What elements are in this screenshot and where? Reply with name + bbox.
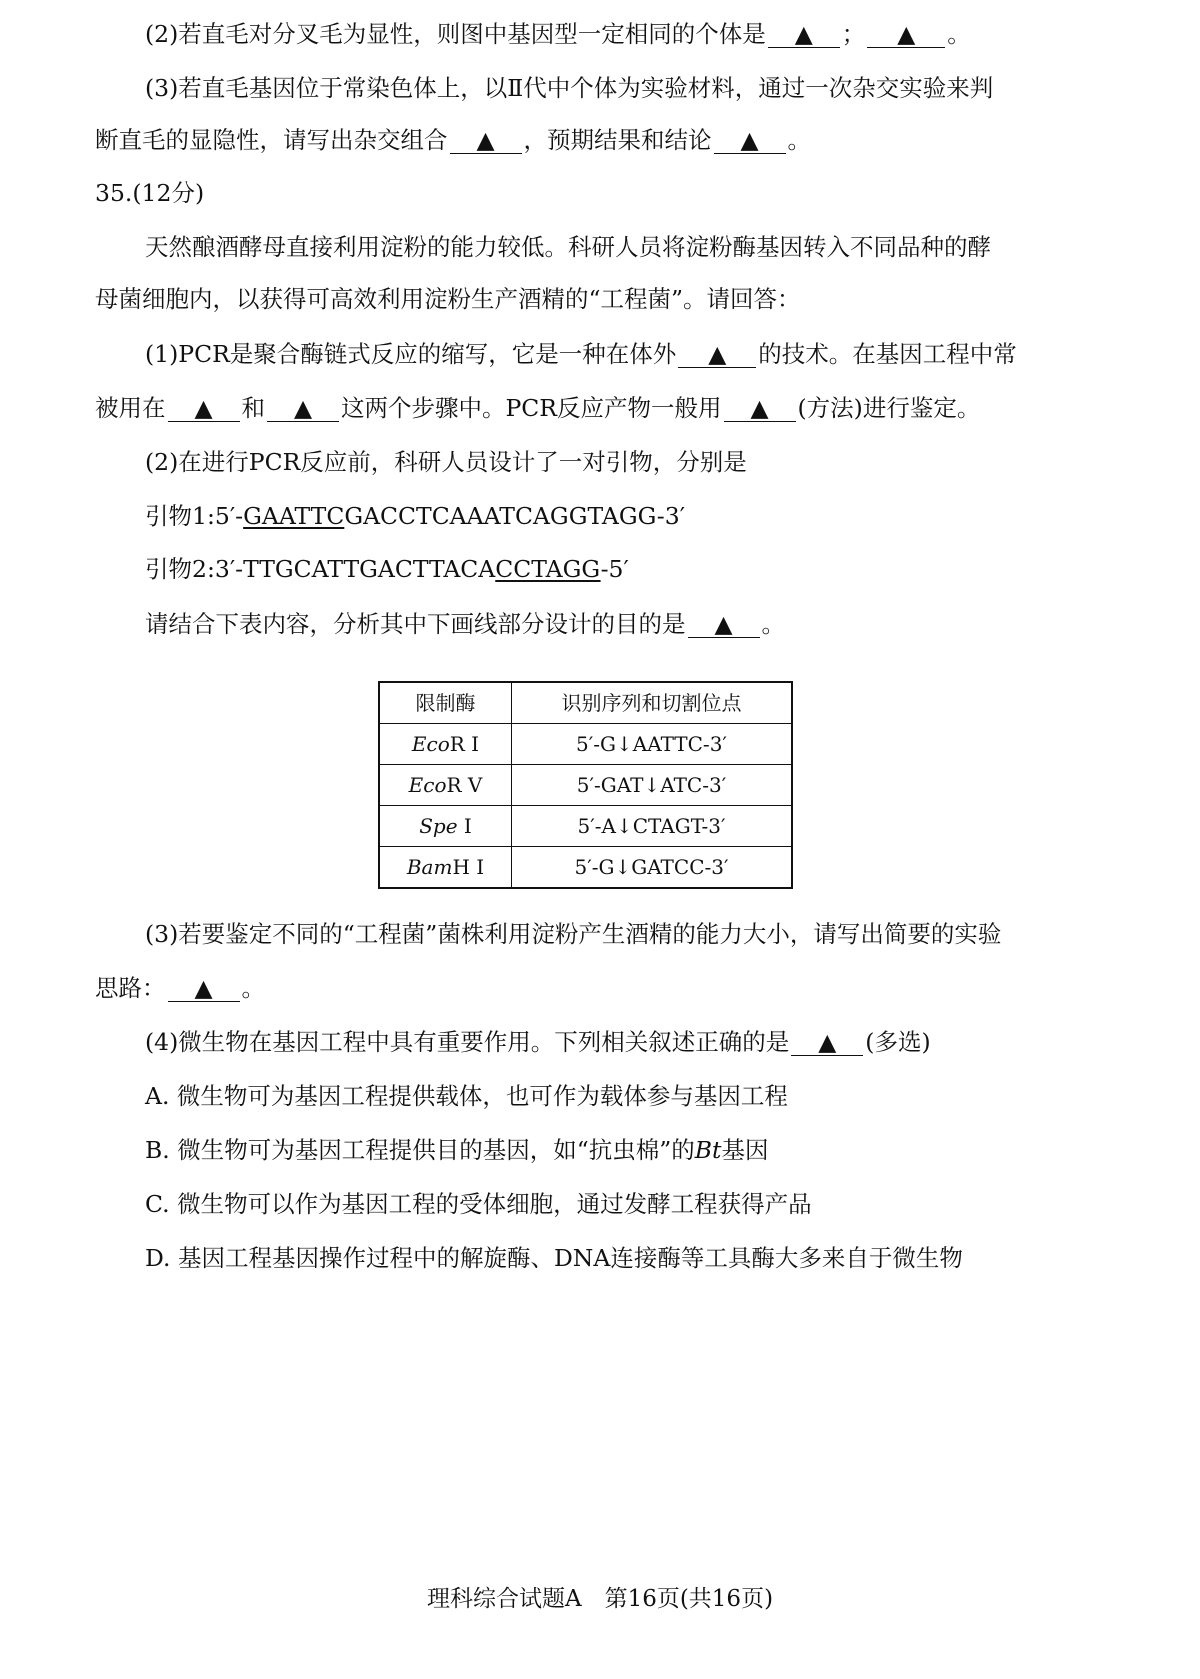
answer-blank[interactable]: ▲ bbox=[867, 21, 945, 48]
option-d[interactable]: D. 基因工程基因操作过程中的解旋酶、DNA连接酶等工具酶大多来自于微生物 bbox=[145, 1244, 963, 1272]
table-header-row bbox=[379, 682, 792, 724]
answer-blank[interactable]: ▲ bbox=[714, 127, 786, 154]
option-b[interactable]: B. 微生物可为基因工程提供目的基因，如“抗虫棉”的Bt基因 bbox=[145, 1136, 769, 1164]
page-footer: 理科综合试题A 第16页(共16页) bbox=[426, 1586, 774, 1612]
q34-part2: (2)若直毛对分叉毛为显性，则图中基因型一定相同的个体是 ▲ ； ▲ 。 bbox=[145, 20, 971, 48]
q35-part4: (4)微生物在基因工程中具有重要作用。下列相关叙述正确的是 ▲ (多选) bbox=[145, 1028, 931, 1056]
answer-blank[interactable]: ▲ bbox=[678, 341, 756, 368]
primer-2-underlined: CCTAGG bbox=[495, 555, 601, 583]
q34-part3-line2: 断直毛的显隐性，请写出杂交组合 ▲ ，预期结果和结论 ▲ 。 bbox=[95, 126, 811, 154]
primer-1: 引物1:5′-GAATTCGACCTCAAATCAGGTAGG-3′ bbox=[145, 502, 686, 530]
answer-blank[interactable]: ▲ bbox=[168, 395, 240, 422]
answer-blank[interactable]: ▲ bbox=[267, 395, 339, 422]
q35-part1-line2: 被用在 ▲ 和 ▲ 这两个步骤中。PCR反应产物一般用 ▲ (方法)进行鉴定。 bbox=[95, 394, 981, 422]
restriction-enzyme-table bbox=[378, 681, 793, 889]
answer-blank[interactable]: ▲ bbox=[688, 611, 760, 638]
option-c[interactable]: C. 微生物可以作为基因工程的受体细胞，通过发酵工程获得产品 bbox=[145, 1190, 812, 1218]
enzyme-name: EcoR Ⅴ bbox=[379, 765, 512, 806]
q35-part2-line1: (2)在进行PCR反应前，科研人员设计了一对引物，分别是 bbox=[145, 448, 747, 476]
enzyme-name: EcoR Ⅰ bbox=[379, 724, 512, 765]
table-header: 限制酶 bbox=[379, 682, 512, 724]
answer-blank[interactable]: ▲ bbox=[450, 127, 522, 154]
q34-part3-line1: (3)若直毛基因位于常染色体上，以Ⅱ代中个体为实验材料，通过一次杂交实验来判 bbox=[145, 74, 994, 102]
recognition-site: 5′-A↓CTAGT-3′ bbox=[512, 806, 793, 847]
q35-part3-line2: 思路： ▲ 。 bbox=[95, 974, 265, 1002]
table-row bbox=[379, 847, 792, 889]
q35-number: 35.(12分) bbox=[95, 179, 205, 207]
option-a[interactable]: A. 微生物可为基因工程提供载体，也可作为载体参与基因工程 bbox=[145, 1082, 788, 1110]
table-row bbox=[379, 765, 792, 806]
table-row bbox=[379, 806, 792, 847]
q35-intro-line2: 母菌细胞内，以获得可高效利用淀粉生产酒精的“工程菌”。请回答： bbox=[95, 285, 801, 313]
recognition-site: 5′-GAT↓ATC-3′ bbox=[512, 765, 793, 806]
q35-intro-line1: 天然酿酒酵母直接利用淀粉的能力较低。科研人员将淀粉酶基因转入不同品种的酵 bbox=[145, 233, 991, 261]
primer-2: 引物2:3′-TTGCATTGACTTACACCTAGG-5′ bbox=[145, 555, 629, 583]
recognition-site: 5′-G↓AATTC-3′ bbox=[512, 724, 793, 765]
q35-part1-line1: (1)PCR是聚合酶链式反应的缩写，它是一种在体外 ▲ 的技术。在基因工程中常 bbox=[145, 340, 1017, 368]
answer-blank[interactable]: ▲ bbox=[791, 1029, 863, 1056]
recognition-site: 5′-G↓GATCC-3′ bbox=[512, 847, 793, 889]
q35-part2-question: 请结合下表内容，分析其中下画线部分设计的目的是 ▲ 。 bbox=[145, 610, 785, 638]
table-header: 识别序列和切割位点 bbox=[512, 682, 793, 724]
answer-blank[interactable]: ▲ bbox=[768, 21, 840, 48]
enzyme-name: Spe Ⅰ bbox=[379, 806, 512, 847]
table-row bbox=[379, 724, 792, 765]
primer-1-underlined: GAATTC bbox=[243, 502, 345, 530]
q35-part3-line1: (3)若要鉴定不同的“工程菌”菌株利用淀粉产生酒精的能力大小，请写出简要的实验 bbox=[145, 920, 1002, 948]
enzyme-name: BamH Ⅰ bbox=[379, 847, 512, 889]
answer-blank[interactable]: ▲ bbox=[724, 395, 796, 422]
answer-blank[interactable]: ▲ bbox=[168, 975, 240, 1002]
